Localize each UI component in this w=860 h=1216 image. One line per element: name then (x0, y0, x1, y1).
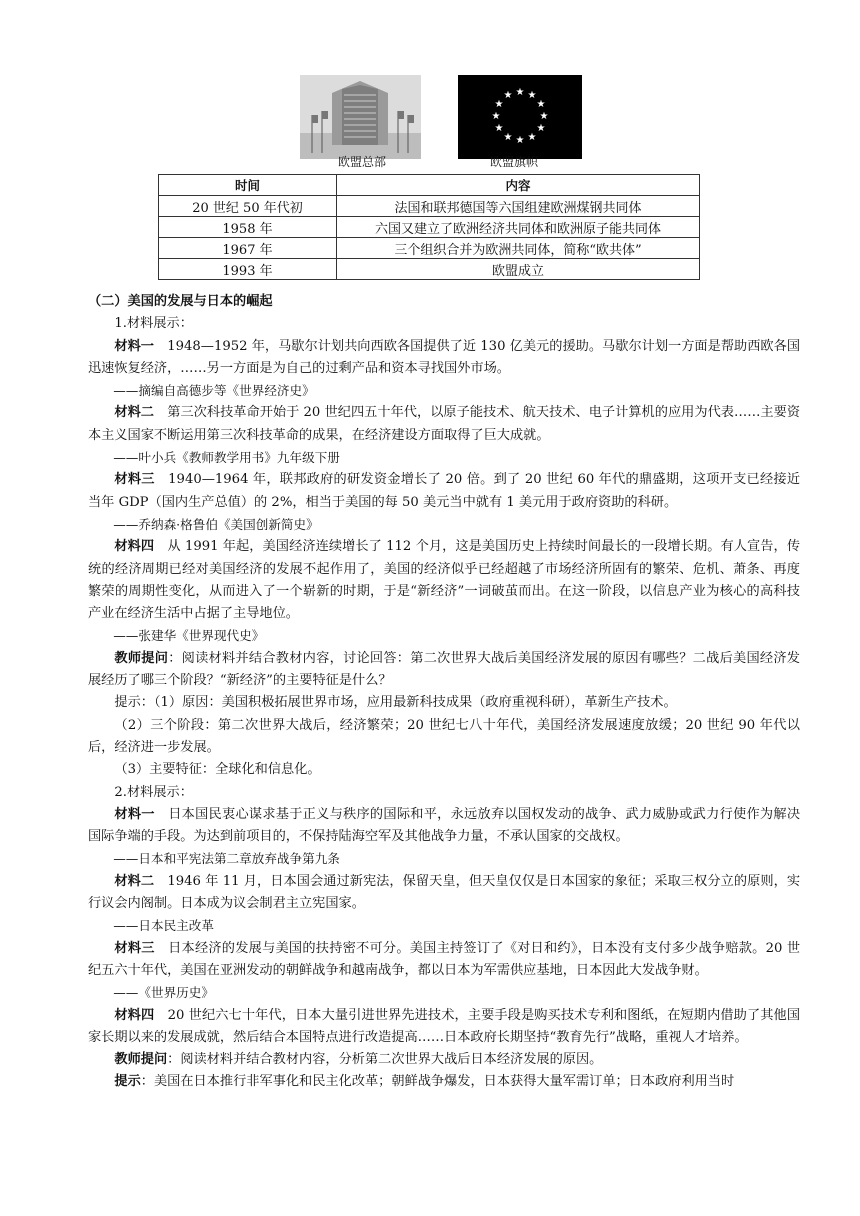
material-source: ——日本和平宪法第二章放弃战争第九条 (113, 851, 340, 867)
cell-time: 1993 年 (159, 259, 337, 280)
material-source: ——张建华《世界现代史》 (113, 628, 265, 644)
figures-row (300, 75, 590, 167)
question-text: ：阅读材料并结合教材内容，分析第二次世界大战后日本经济发展的原因。 (167, 1052, 603, 1068)
part2-label: 2.材料展示： (114, 784, 193, 800)
material-tag: 材料一 (114, 338, 154, 354)
material-tag: 材料二 (114, 873, 155, 889)
material-paragraph (88, 804, 800, 849)
material-tag: 材料三 (114, 472, 155, 488)
question-tag: 教师提问 (114, 1052, 168, 1068)
svg-text:★: ★ (503, 132, 513, 143)
hint-tag: 提示 (114, 1074, 141, 1090)
svg-text:★: ★ (494, 99, 504, 110)
document-body (88, 291, 800, 1094)
cell-content: 三个组织合并为欧洲共同体，简称“欧共体” (337, 238, 700, 259)
section-heading: （二）美国的发展与日本的崛起 (88, 294, 273, 309)
hint-line: 提示：（1）原因：美国积极拓展世界市场，应用最新科技成果（政府重视科研），革新生产技术。 (114, 695, 677, 711)
svg-text:★: ★ (515, 87, 525, 98)
eu-flag-image (458, 75, 582, 159)
material-paragraph (88, 871, 800, 916)
material-paragraph (88, 336, 800, 381)
hq-caption: 欧盟总部 (338, 155, 387, 169)
material-text: 日本国民衷心谋求基于正义与秩序的国际和平，永远放弃以国权发动的战争、武力威胁或武力行使作为解决国际争端的手段。为达到前项目的，不保持陆海空军及其他战争力量，不承认国家的交战权。 (88, 806, 801, 845)
material-source: ——摘编自高德步等《世界经济史》 (113, 383, 315, 399)
cell-time: 1967 年 (159, 238, 337, 259)
cell-time: 20 世纪 50 年代初 (159, 196, 337, 217)
svg-text:★: ★ (527, 90, 537, 101)
material-tag: 材料一 (114, 806, 155, 822)
cell-content: 六国又建立了欧洲经济共同体和欧洲原子能共同体 (337, 217, 700, 238)
eu-timeline-table (158, 174, 700, 280)
hint-line: （2）三个阶段：第二次世界大战后，经济繁荣；20 世纪七八十年代，美国经济发展速度放缓；20 世纪 90 年代以后，经济进一步发展。 (88, 717, 800, 755)
material-source: ——《世界历史》 (113, 985, 214, 1001)
table-row (159, 217, 700, 238)
svg-text:★: ★ (539, 111, 549, 122)
material-paragraph (88, 402, 800, 447)
material-tag: 材料四 (114, 1007, 155, 1023)
table-header-row (159, 175, 700, 196)
cell-content: 法国和联邦德国等六国组建欧洲煤钢共同体 (337, 196, 700, 217)
material-text: 1948—1952 年，马歇尔计划共向西欧各国提供了近 130 亿美元的援助。马歇尔计划一方面是帮助西欧各国迅速恢复经济，……另一方面是为自己的过剩产品和资本寻找国外市场。 (88, 338, 801, 376)
material-paragraph (88, 536, 800, 625)
svg-text:★: ★ (527, 132, 537, 143)
hint-text: ：美国在日本推行非军事化和民主化改革；朝鲜战争爆发，日本获得大量军需订单；日本政府利用当时 (140, 1074, 735, 1090)
table-row (159, 259, 700, 280)
svg-text:★: ★ (515, 135, 525, 146)
flag-caption: 欧盟旗帜 (490, 155, 539, 169)
material-paragraph (88, 938, 800, 983)
table-row (159, 238, 700, 259)
hint-line: （3）主要特征：全球化和信息化。 (114, 762, 321, 778)
material-tag: 材料二 (114, 405, 155, 421)
header-time: 时间 (159, 175, 337, 196)
svg-text:★: ★ (536, 99, 546, 110)
svg-text:★: ★ (494, 123, 504, 134)
material-tag: 材料三 (114, 940, 155, 956)
material-text: 日本经济的发展与美国的扶持密不可分。美国主持签订了《对日和约》，日本没有支付多少战争赔款。20 世纪五六十年代，美国在亚洲发动的朝鲜战争和越南战争，都以日本为军需供应基地，日本因此大发战争财。 (88, 940, 801, 978)
material-text: 1946 年 11 月，日本国会通过新宪法，保留天皇，但天皇仅仅是日本国家的象征；采取三权分立的原则，实行议会内阁制。日本成为议会制君主立宪国家。 (88, 873, 801, 912)
material-text: 1940—1964 年，联邦政府的研发资金增长了 20 倍。到了 20 世纪 60 年代的鼎盛期，这项开支已经接近当年 GDP（国内生产总值）的 2%，相当于美国的每 50 美元当中就有 1 美元用于政府资助的科研。 (88, 472, 801, 510)
svg-text:★: ★ (503, 90, 513, 101)
material-source: ——乔纳森·格鲁伯《美国创新简史》 (113, 516, 319, 532)
material-paragraph (88, 1005, 800, 1050)
cell-content: 欧盟成立 (337, 259, 700, 280)
material-tag: 材料四 (114, 539, 155, 555)
material-text: 第三次科技革命开始于 20 世纪四五十年代，以原子能技术、航天技术、电子计算机的应用为代表……主要资本主义国家不断运用第三次科技革命的成果，在经济建设方面取得了巨大成就。 (88, 405, 801, 443)
material-text: 从 1991 年起，美国经济连续增长了 112 个月，这是美国历史上持续时间最长的一段增长期。有人宣告，传统的经济周期已经对美国经济的发展不起作用了，美国的经济似乎已经超越了市场经济所固有的繁荣、危机、萧条、再度繁荣的周期性变化，从而进入了一个崭新的时期，于是“新经济”一词破茧而出。在这一阶段，以信息产业为核心的高科技产业在经济生活中占据了主导地位。 (88, 539, 801, 622)
hint-line (88, 1071, 800, 1093)
cell-time: 1958 年 (159, 217, 337, 238)
header-content: 内容 (337, 175, 700, 196)
eu-headquarters-image (300, 75, 421, 159)
table-row (159, 196, 700, 217)
material-paragraph (88, 469, 800, 514)
svg-text:★: ★ (491, 111, 501, 122)
part1-label: 1.材料展示： (114, 316, 193, 332)
svg-text:★: ★ (536, 123, 546, 134)
question-text: ：阅读材料并结合教材内容，讨论回答：第二次世界大战后美国经济发展的原因有哪些？二战后美国经济发展经历了哪三个阶段？“新经济”的主要特征是什么？ (88, 650, 800, 689)
teacher-question (88, 648, 800, 693)
question-tag: 教师提问 (114, 650, 169, 666)
material-text: 20 世纪六七十年代，日本大量引进世界先进技术，主要手段是购买技术专利和图纸，在短期内借助了其他国家长期以来的发展成就，然后结合本国特点进行改造提高……日本政府长期坚持“教育先行”战略，重视人才培养。 (88, 1007, 801, 1045)
material-source: ——日本民主改革 (113, 918, 214, 934)
teacher-question (88, 1049, 800, 1071)
material-source: ——叶小兵《教师教学用书》九年级下册 (113, 450, 340, 466)
